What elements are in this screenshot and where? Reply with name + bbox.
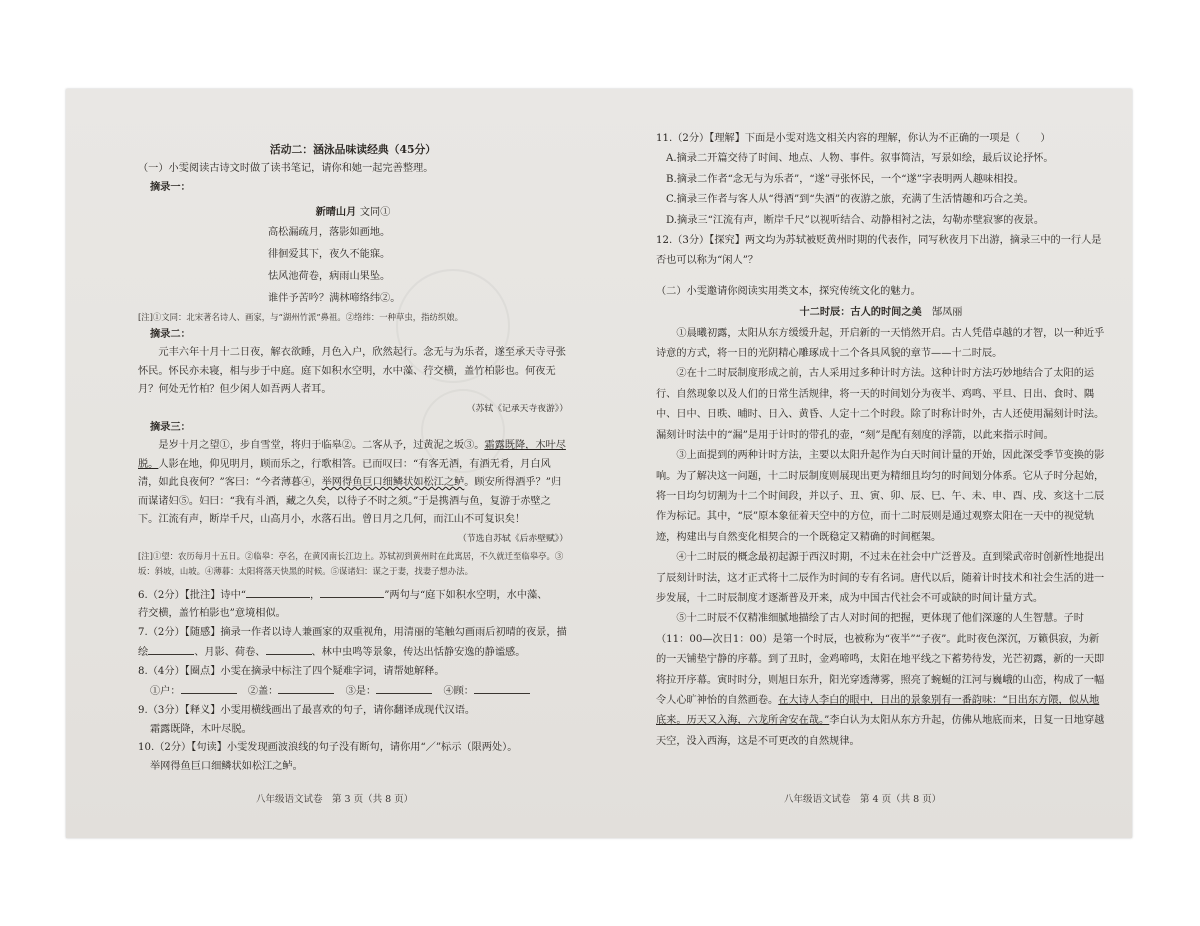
p5-text-a: ⑤十二时辰不仅精准细腻地描绘了古人对时间的把握，更体现了他们深邃的人生智慧。子时（11：00—次日1：00）是第一个时辰，也被称为“夜半”“子夜”。此时夜色深沉，万籁俱寂，为新的一天铺垫宁静的序幕。到了丑时，金鸡啼鸣，太阳在地平线之下蓄势待发，光芒初露，新的一天即将拉开序幕。寅时时分，则旭日东升，阳光穿透薄雾，照亮了蜿蜒的江河与巍峨的山峦，构成了一幅令人心旷神怡的自然画卷。 <box>656 613 1105 706</box>
q11-option-a: A.摘录二开篇交待了时间、地点、人物、事件。叙事简洁，写景如绘，最后议论抒怀。 <box>666 153 1054 165</box>
q6-text-a: 6.（2分）【批注】诗中“ <box>138 589 246 601</box>
part2-intro: （二）小雯邀请你阅读实用类文本，探究传统文化的魅力。 <box>656 285 921 297</box>
q8-item-2: ②盖： <box>247 686 279 698</box>
question-9: 9.（3分）【释义】小雯用横线画出了最喜欢的句子，请你翻译成现代汉语。 <box>138 705 476 717</box>
q7-blank-1[interactable] <box>148 642 194 655</box>
p5-underlined-sentence: 在大诗人李白的眼中，日出的景象别有一番韵味：“日出东方隈，似从地底来。历天又入海，六龙所舍安在哉。” <box>656 694 1100 727</box>
q8-blank-3[interactable] <box>376 681 432 694</box>
excerpt1-note: [注]①文同：北宋著名诗人、画家，与“湖州竹派”鼻祖。②络纬：一种草虫，指纺织娘。 <box>138 312 463 323</box>
question-10: 10.（2分）【句读】小雯发现画波浪线的句子没有断句，请你用“／”标示（限两处）。 <box>138 742 518 754</box>
article-title: 十二时辰：古人的时间之美 <box>799 306 922 319</box>
question-6 <box>138 585 568 606</box>
question-7 <box>138 624 568 663</box>
q7-blank-2[interactable] <box>266 642 312 655</box>
poem-author: 文同① <box>359 206 391 218</box>
excerpt1-label: 摘录一： <box>150 181 191 194</box>
excerpt3-note: [注]①望：农历每月十五日。②临皋：亭名，在黄冈南长江边上。苏轼初到黄州时在此寓居，不久就迁至临皋亭。③坂：斜坡，山坡。④薄暮：太阳将落天快黑的时候。⑤谋诸妇：谋之于妻，找妻子想办法。 <box>138 550 564 576</box>
article-title-block <box>656 302 1106 323</box>
article-paragraph-3: ③上面提到的两种计时方法，主要以太阳升起作为白天时间计量的开始，因此深受季节变换的影响。为了解决这一问题，十二时辰制度则展现出更为精细且均匀的时间划分体系。它从子时分起始，将一日均匀切割为十二个时间段，并以子、丑、寅、卯、辰、巳、午、未、申、酉、戌、亥这十二辰作为标记。其中，“辰”原本象征着天空中的方位，而十二时辰则是通过观察太阳在一天中的视觉轨迹，构建出与自然变化相契合的一个既稳定又精确的时间框架。 <box>656 450 1105 543</box>
p5-text-c: 李白认为太阳从东方升起，仿佛从地底而来，日复一日地穿越天空，没入西海，这是不可更改的自然规律。 <box>656 715 1105 747</box>
excerpt3-source: （节选自苏轼《后赤壁赋》） <box>458 533 568 544</box>
q11-option-b: B.摘录二作者“念无与为乐者”，“遂”寻张怀民，一个“遂”字表明两人趣味相投。 <box>666 173 1024 185</box>
excerpt3-text <box>138 437 568 530</box>
q8-item-1: ①户： <box>150 686 181 698</box>
article-paragraph-1: ①晨曦初露，太阳从东方缓缓升起，开启新的一天悄然开启。古人凭借卓越的才智，以一种近乎诗意的方式，将一日的光阴精心雕琢成十二个各具风貌的章节——十二时辰。 <box>656 327 1105 360</box>
excerpt3-label: 摘录三： <box>150 421 191 434</box>
page-4-footer: 八年级语文试卷 第 4 页（共 8 页） <box>784 794 942 805</box>
q6-text-b: ， <box>310 589 321 601</box>
q6-text-c: ”两句与“庭下如积水空明，水中藻、 <box>384 589 548 601</box>
q11-option-c: C.摘录三作者与客人从“得酒”到“失酒”的夜游之旅，充满了生活情趣和巧合之美。 <box>666 194 1034 206</box>
q8-blank-4[interactable] <box>474 681 530 694</box>
q9-sentence: 霜露既降，木叶尽脱。 <box>150 723 252 735</box>
article-paragraph-4: ④十二时辰的概念最初起源于西汉时期，不过未在社会中广泛普及。直到梁武帝时创新性地提出了辰刻计时法，这才正式将十二辰作为时间的专有名词。唐代以后，随着计时技术和社会生活的进一步发展，十二时辰制度才逐渐普及开来，成为中国古代社会不可或缺的时间计量方式。 <box>656 552 1105 604</box>
article-paragraph-2: ②在十二时辰制度形成之前，古人采用过多种计时方法。这种计时方法巧妙地结合了太阳的运行、自然现象以及人们的日常生活规律，将一天的时间划分为夜半、鸡鸣、平旦、日出、食时、隅中、日中、日昳、晡时、日入、黄昏、人定十二个时段。除了时称计时外，古人还使用漏刻计时法。漏刻计时法中的“漏”是用于计时的带孔的壶，“刻”是配有刻度的浮箭，以此来指示时间。 <box>656 368 1105 441</box>
question-11: 11.（2分）【理解】下面是小雯对选文相关内容的理解，你认为不正确的一项是（ ） <box>656 133 1051 144</box>
excerpt2-text: 元丰六年十月十二日夜，解衣欲睡，月色入户，欣然起行。念无与为乐者，遂至承天寺寻张怀民。怀民亦未寝，相与步于中庭。庭下如积水空明，水中藻、荇交横，盖竹柏影也。何夜无月？何处无竹柏？但少闲人如吾两人者耳。 <box>138 346 566 396</box>
underlined-sentence: 霜露既降，木叶尽脱。 <box>138 439 566 470</box>
question-8: 8.（4分）【圈点】小雯在摘录中标注了四个疑难字词，请帮她解释。 <box>138 665 445 677</box>
poem-title-block <box>138 203 568 223</box>
q7-text-a: 7.（2分）【随感】摘录一作者以诗人兼画家的双重视角，用清丽的笔触勾画雨后初晴的夜景，描绘 <box>138 626 567 659</box>
page-3 <box>138 141 568 776</box>
article-author: 郜凤丽 <box>931 307 963 319</box>
q8-item-3: ③是： <box>345 686 377 698</box>
wavy-underlined-sentence: 举网得鱼巨口细鳞状如松江之鲈 <box>321 477 465 489</box>
excerpt3-part3: 人影在地，仰见明月，顾而乐之，行歌相答。已而叹曰：“有客无酒，有酒无肴，月白风清，如此良夜何？”客曰：“今者薄暮④， <box>138 458 551 489</box>
q8-blank-2[interactable] <box>278 681 334 694</box>
intro-text: （一）小雯阅读古诗文时做了读书笔记，请你和她一起完善整理。 <box>138 162 434 174</box>
poem-line: 怯风池荷卷，病雨山果坠。 <box>268 271 391 283</box>
poem-line: 徘徊爱其下，夜久不能寐。 <box>268 249 391 261</box>
article-paragraph-5 <box>656 609 1106 752</box>
q7-text-b: 、月影、荷卷、 <box>194 647 266 659</box>
q6-blank-1[interactable] <box>246 585 310 598</box>
q11-option-d: D.摘录三“江流有声，断岸千尺”以视听结合、动静相衬之法，勾勒赤壁寂寥的夜景。 <box>666 214 1045 226</box>
q10-sentence: 举网得鱼巨口细鳞状如松江之鲈。 <box>150 760 303 772</box>
excerpt2-label: 摘录二： <box>150 328 191 341</box>
q8-blank-1[interactable] <box>181 681 237 694</box>
page-4 <box>656 129 1106 752</box>
excerpt3-part1: 是岁十月之望①，步自雪堂，将归于临皋②。二客从予，过黄泥之坂③。 <box>158 439 485 451</box>
exam-paper-photo <box>66 89 1132 838</box>
poem-title: 新晴山月 <box>315 205 357 218</box>
excerpt3-part5: 。顾安所得酒乎？”归而谋诸妇⑤。妇曰：“我有斗酒，藏之久矣，以待子不时之须。”于是携酒与鱼，复游于赤壁之下。江流有声，断岸千尺，山高月小，水落石出。曾日月之几何，而江山不可复识矣！ <box>138 477 562 526</box>
q8-answer-row <box>150 681 568 702</box>
poem-lines <box>268 222 568 310</box>
question-6-cont: 荇交横，盖竹柏影也”意境相似。 <box>138 608 286 620</box>
page-3-footer: 八年级语文试卷 第 3 页（共 8 页） <box>256 794 414 805</box>
section-title: 活动二：涵泳品味读经典（45分） <box>269 143 437 156</box>
poem-line: 高松漏疏月，落影如画地。 <box>268 227 391 239</box>
poem-line: 谁伴予苦吟？满林啼络纬②。 <box>268 293 401 305</box>
excerpt2-source: （苏轼《记承天寺夜游》） <box>466 403 568 414</box>
q7-text-c: 、林中虫鸣等景象，传达出恬静安逸的静谧感。 <box>311 647 526 659</box>
q6-blank-2[interactable] <box>320 585 384 598</box>
question-12: 12.（3分）【探究】两文均为苏轼被贬黄州时期的代表作，同写秋夜月下出游，摘录三中的一行人是否也可以称为“闲人”？ <box>656 235 1102 267</box>
q8-item-4: ④顾： <box>443 686 474 698</box>
